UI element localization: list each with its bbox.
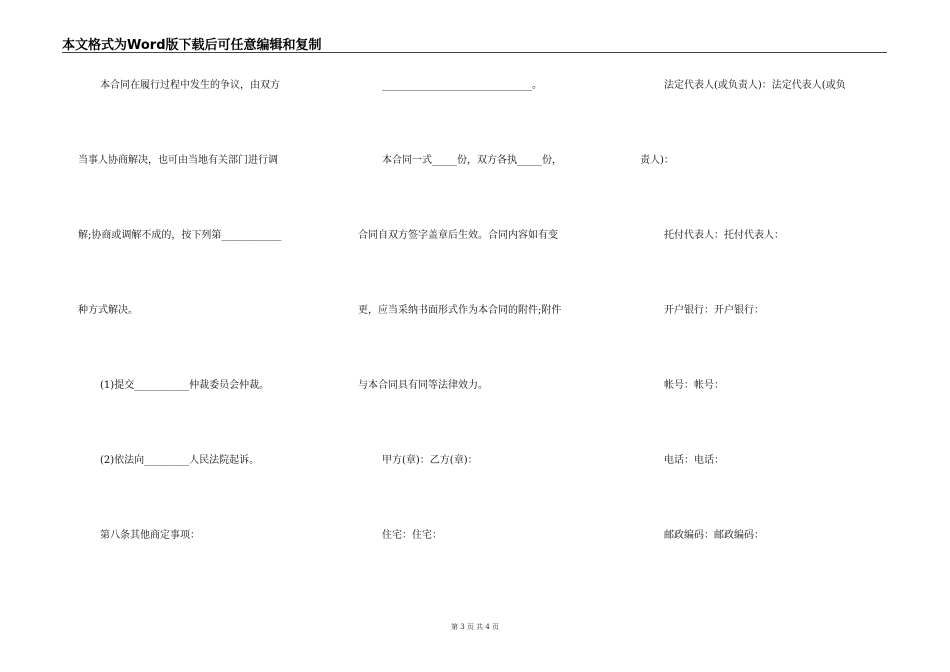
right-line-1: 法定代表人(或负责人)：法定代表人(或负	[664, 80, 846, 91]
middle-line-6: 甲方(章)：乙方(章)：	[382, 455, 478, 466]
left-line-3: 解;协商或调解不成的，按下列第____________	[78, 230, 282, 241]
left-line-4: 种方式解决。	[78, 305, 138, 316]
header-divider	[62, 52, 887, 53]
right-line-5: 帐号：帐号：	[664, 380, 724, 391]
middle-line-5: 与本合同具有同等法律效力。	[358, 380, 488, 391]
right-line-4: 开户银行：开户银行：	[664, 305, 764, 316]
left-line-2: 当事人协商解决，也可由当地有关部门进行调	[78, 155, 278, 166]
middle-line-4: 更，应当采纳书面形式作为本合同的附件;附件	[358, 305, 562, 316]
document-header-title: 本文格式为Word版下载后可任意编辑和复制	[62, 38, 322, 53]
right-line-6: 电话：电话：	[664, 455, 724, 466]
middle-line-1: ______________________________。	[382, 80, 542, 91]
right-line-3: 托付代表人：托付代表人：	[664, 230, 784, 241]
middle-line-3: 合同自双方签字盖章后生效。合同内容如有变	[358, 230, 558, 241]
right-line-7: 邮政编码：邮政编码：	[664, 530, 764, 541]
right-line-2: 责人)：	[640, 155, 674, 166]
middle-line-7: 住宅：住宅：	[382, 530, 442, 541]
left-line-6: (2)依法向_________人民法院起诉。	[100, 455, 260, 466]
page-number-footer: 第 3 页 共 4 页	[450, 623, 500, 631]
left-line-1: 本合同在履行过程中发生的争议，由双方	[100, 80, 280, 91]
left-line-7: 第八条其他商定事项：	[100, 530, 200, 541]
left-line-5: (1)提交___________仲裁委员会仲裁。	[100, 380, 270, 391]
middle-line-2: 本合同一式_____份，双方各执_____份，	[382, 155, 562, 166]
